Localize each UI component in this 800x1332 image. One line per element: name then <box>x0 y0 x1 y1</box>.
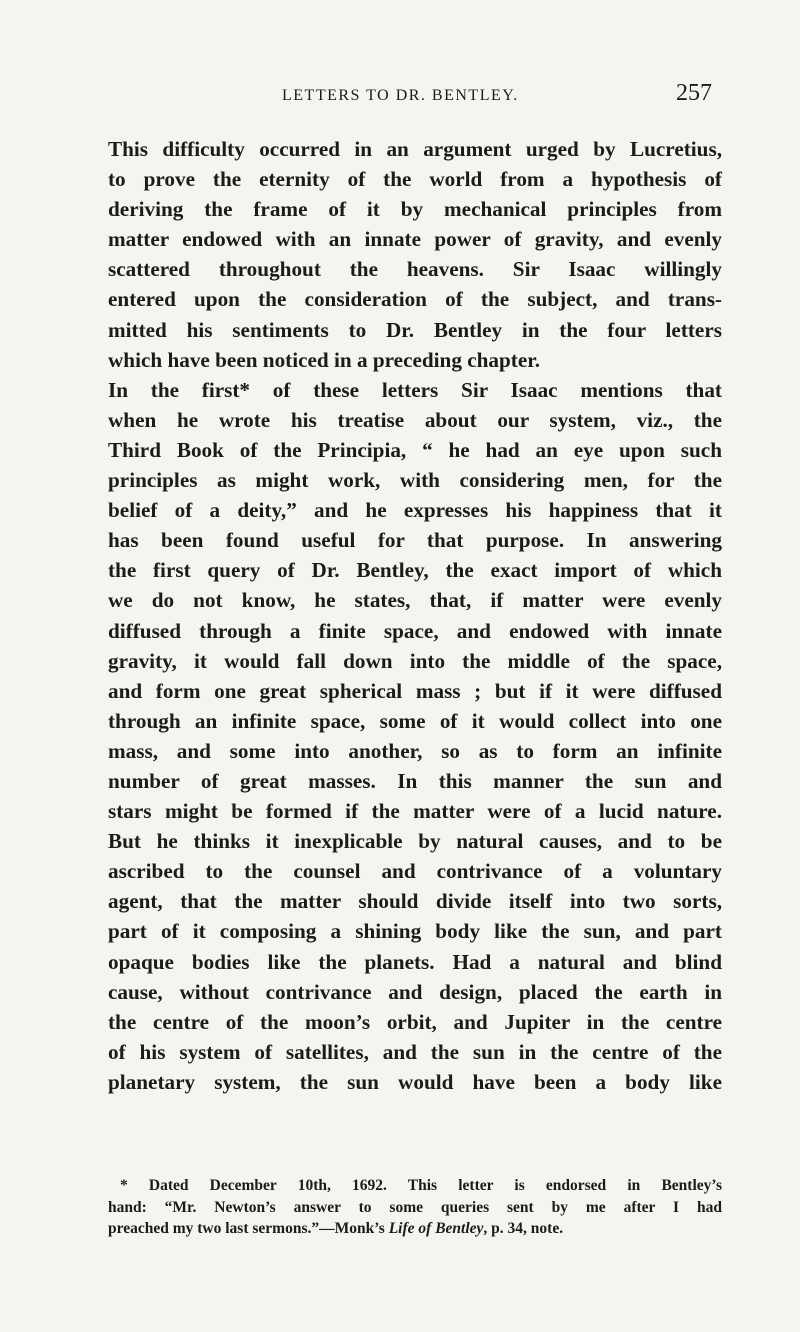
text-line: part of it composing a shining body like the sun, and part <box>108 919 722 944</box>
text-line: In the first* of these letters Sir Isaac mentions that <box>108 377 722 402</box>
footnote-text: preached my two last sermons.”—Monk’s <box>108 1220 389 1237</box>
text-line: stars might be formed if the matter were of a lucid nature. <box>108 799 722 824</box>
text-line: agent, that the matter should divide itself into two sorts, <box>108 889 722 914</box>
text-line: deriving the frame of it by mechanical principles from <box>108 197 722 222</box>
text-line: This difficulty occurred in an argument urged by Lucretius, <box>108 137 722 161</box>
text-line: through an infinite space, some of it would collect into one <box>108 708 722 733</box>
text-line: ascribed to the counsel and contrivance of a voluntary <box>108 859 722 884</box>
page-number: 257 <box>676 80 712 106</box>
footnote-line: hand: “Mr. Newton’s answer to some queries sent by me after I had <box>108 1198 722 1216</box>
body-text <box>108 134 722 1097</box>
text-line: the first query of Dr. Bentley, the exact import of which <box>108 558 722 583</box>
text-line: principles as might work, with considering men, for the <box>108 468 722 493</box>
text-line: we do not know, he states, that, if matter were evenly <box>108 588 722 613</box>
text-line: scattered throughout the heavens. Sir Isaac willingly <box>108 257 722 282</box>
text-line: matter endowed with an innate power of gravity, and evenly <box>108 227 722 252</box>
footnote-line <box>108 1218 722 1240</box>
text-line: planetary system, the sun would have been a body like <box>108 1069 722 1094</box>
text-line: and form one great spherical mass ; but if it were diffused <box>108 678 722 703</box>
footnote-text: , p. 34, note. <box>483 1220 564 1237</box>
text-line: number of great masses. In this manner the sun and <box>108 768 722 793</box>
book-title: Life of Bentley <box>388 1220 484 1237</box>
text-line: opaque bodies like the planets. Had a natural and blind <box>108 949 722 974</box>
text-line: has been found useful for that purpose. In answering <box>108 528 722 553</box>
text-line: to prove the eternity of the world from a hypothesis of <box>108 167 722 192</box>
text-line: diffused through a finite space, and endowed with innate <box>108 618 722 643</box>
footnote <box>108 1175 722 1240</box>
text-line: the centre of the moon’s orbit, and Jupiter in the centre <box>108 1009 722 1034</box>
text-line: when he wrote his treatise about our system, viz., the <box>108 407 722 432</box>
text-line: mitted his sentiments to Dr. Bentley in the four letters <box>108 317 722 342</box>
footnote-line: * Dated December 10th, 1692. This letter is endorsed in Bentley’s <box>120 1177 722 1194</box>
text-line: gravity, it would fall down into the middle of the space, <box>108 648 722 673</box>
running-head: LETTERS TO DR. BENTLEY. <box>282 87 519 104</box>
text-line: mass, and some into another, so as to form an infinite <box>108 738 722 763</box>
text-line: of his system of satellites, and the sun in the centre of the <box>108 1039 722 1064</box>
text-line: Third Book of the Principia, “ he had an eye upon such <box>108 437 722 462</box>
text-line: cause, without contrivance and design, placed the earth in <box>108 979 722 1004</box>
text-line: belief of a deity,” and he expresses his happiness that it <box>108 498 722 523</box>
text-line: entered upon the consideration of the subject, and trans- <box>108 287 722 312</box>
text-line: which have been noticed in a preceding chapter. <box>108 347 541 372</box>
text-line: But he thinks it inexplicable by natural causes, and to be <box>108 829 722 854</box>
